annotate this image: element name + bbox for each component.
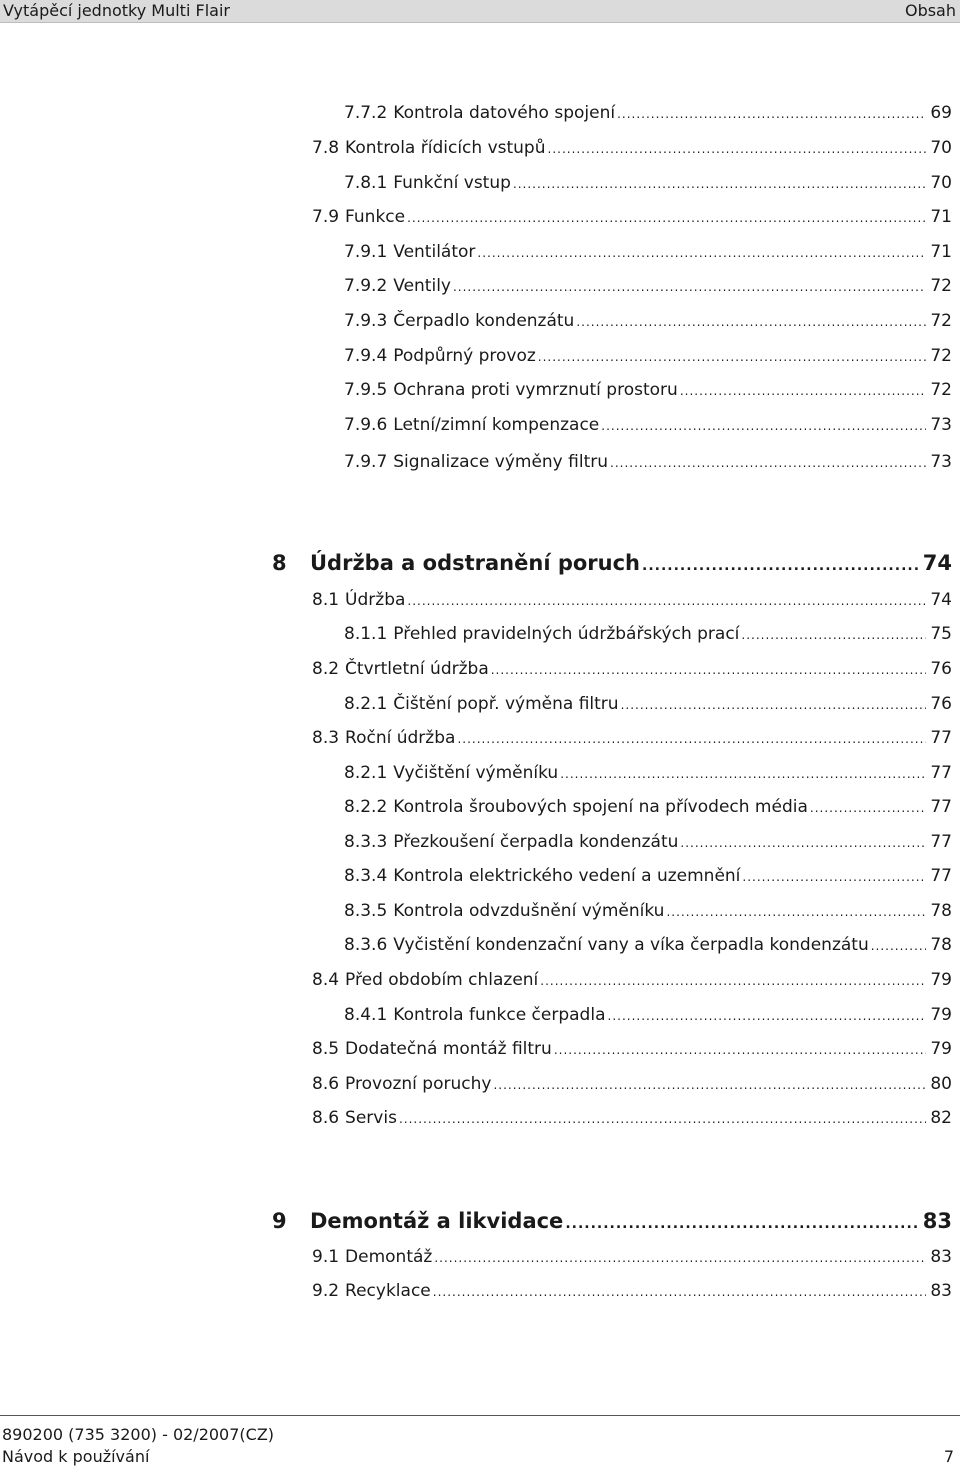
toc-entry[interactable] xyxy=(344,761,952,785)
toc-chapter-entry[interactable] xyxy=(272,1206,952,1236)
toc-entry-page: 70 xyxy=(930,173,952,193)
toc-leader xyxy=(434,1246,926,1270)
toc-entry-page: 77 xyxy=(930,866,952,886)
toc-leader xyxy=(601,414,926,438)
toc-leader xyxy=(433,1280,927,1304)
toc-leader xyxy=(610,451,926,475)
toc-entry-number: 7.9 xyxy=(312,207,340,227)
toc-entry-number: 8.5 xyxy=(312,1039,340,1059)
toc-leader xyxy=(407,206,926,230)
toc-leader xyxy=(621,693,927,717)
toc-leader xyxy=(513,172,926,196)
toc-chapter-number: 9 xyxy=(272,1209,287,1233)
toc-leader xyxy=(548,137,927,161)
footer-divider xyxy=(0,1415,960,1416)
toc-entry-number: 8.4.1 xyxy=(344,1005,388,1025)
toc-entry-page: 73 xyxy=(930,415,952,435)
footer-doc-code: 890200 (735 3200) - 02/2007(CZ) xyxy=(2,1425,275,1444)
toc-entry-title: Kontrola šroubových spojení na přívodech média xyxy=(393,797,808,817)
toc-entry-page: 72 xyxy=(930,276,952,296)
footer-doc-type: Návod k používání xyxy=(2,1447,150,1466)
toc-entry-number: 8.2.2 xyxy=(344,797,388,817)
toc-entry[interactable] xyxy=(312,1106,952,1130)
toc-entry-page: 83 xyxy=(930,1247,952,1267)
toc-leader xyxy=(554,1038,927,1062)
toc-leader xyxy=(560,762,926,786)
toc-entry-title: Čerpadlo kondenzátu xyxy=(393,311,575,331)
toc-entry-title: Demontáž xyxy=(345,1247,433,1267)
toc-entry-title: Údržba xyxy=(345,590,406,610)
toc-leader xyxy=(680,379,927,403)
toc-entry-title: Kontrola odvzdušnění výměníku xyxy=(393,901,665,921)
toc-entry[interactable] xyxy=(344,101,952,125)
toc-entry-number: 8.4 xyxy=(312,970,340,990)
toc-entry[interactable] xyxy=(312,205,952,229)
toc-entry-title: Signalizace výměny filtru xyxy=(393,452,608,472)
toc-entry[interactable] xyxy=(344,309,952,333)
toc-entry[interactable] xyxy=(344,413,952,437)
toc-entry[interactable] xyxy=(312,726,952,750)
toc-entry-page: 80 xyxy=(930,1074,952,1094)
toc-entry-number: 8.6 xyxy=(312,1074,340,1094)
toc-entry-number: 8.1 xyxy=(312,590,340,610)
toc-entry[interactable] xyxy=(344,171,952,195)
toc-entry-title: Kontrola řídicích vstupů xyxy=(345,138,546,158)
toc-entry-number: 7.9.7 xyxy=(344,452,388,472)
toc-entry-number: 9.2 xyxy=(312,1281,340,1301)
toc-entry-number: 7.9.4 xyxy=(344,346,388,366)
toc-entry-title: Přezkoušení čerpadla kondenzátu xyxy=(393,832,679,852)
toc-leader xyxy=(538,345,927,369)
toc-entry-title: Servis xyxy=(345,1108,397,1128)
toc-leader xyxy=(453,275,926,299)
toc-entry-title: Kontrola datového spojení xyxy=(393,103,616,123)
toc-entry-page: 76 xyxy=(930,659,952,679)
toc-entry[interactable] xyxy=(344,622,952,646)
toc-chapter-title: Demontáž a likvidace xyxy=(310,1209,564,1233)
toc-entry[interactable] xyxy=(344,1003,952,1027)
toc-entry-page: 77 xyxy=(930,728,952,748)
toc-entry-title: Funkční vstup xyxy=(393,173,511,193)
toc-entry-number: 7.7.2 xyxy=(344,103,388,123)
toc-entry-number: 8.3 xyxy=(312,728,340,748)
toc-chapter-page: 74 xyxy=(922,551,952,575)
toc-chapter-number: 8 xyxy=(272,551,287,575)
header-section: Obsah xyxy=(904,1,956,20)
toc-entry-title: Před obdobím chlazení xyxy=(345,970,539,990)
toc-entry-number: 7.9.1 xyxy=(344,242,388,262)
toc-entry-page: 71 xyxy=(930,242,952,262)
toc-entry-title: Ventilátor xyxy=(393,242,476,262)
toc-entry-title: Dodatečná montáž filtru xyxy=(345,1039,552,1059)
toc-entry-number: 7.9.6 xyxy=(344,415,388,435)
toc-chapter-entry[interactable] xyxy=(272,548,952,578)
footer-page-number: 7 xyxy=(943,1447,954,1466)
toc-entry-title: Podpůrný provoz xyxy=(393,346,536,366)
toc-entry-page: 78 xyxy=(930,935,952,955)
toc-entry-page: 79 xyxy=(930,1039,952,1059)
toc-entry[interactable] xyxy=(344,450,952,474)
header-title: Vytápěcí jednotky Multi Flair xyxy=(3,1,230,20)
toc-entry[interactable] xyxy=(312,1245,952,1269)
toc-entry[interactable] xyxy=(344,899,952,923)
toc-entry-title: Čtvrtletní údržba xyxy=(345,659,489,679)
toc-entry-number: 9.1 xyxy=(312,1247,340,1267)
toc-entry-page: 83 xyxy=(930,1281,952,1301)
toc-entry-title: Přehled pravidelných údržbářských prací xyxy=(393,624,740,644)
toc-leader xyxy=(565,1209,918,1239)
page-header xyxy=(0,0,960,23)
toc-entry-page: 69 xyxy=(930,103,952,123)
toc-entry[interactable] xyxy=(344,795,952,819)
toc-entry-title: Ochrana proti vymrznutí prostoru xyxy=(393,380,678,400)
toc-leader xyxy=(741,623,926,647)
toc-chapter-page: 83 xyxy=(922,1209,952,1233)
toc-chapter-title: Údržba a odstranění poruch xyxy=(310,551,641,575)
toc-entry[interactable] xyxy=(344,274,952,298)
toc-entry-page: 72 xyxy=(930,346,952,366)
toc-entry[interactable] xyxy=(312,1279,952,1303)
toc-entry-page: 78 xyxy=(930,901,952,921)
toc-entry-number: 8.1.1 xyxy=(344,624,388,644)
toc-entry-title: Provozní poruchy xyxy=(345,1074,492,1094)
toc-leader xyxy=(491,658,927,682)
toc-leader xyxy=(399,1107,926,1131)
toc-entry-page: 70 xyxy=(930,138,952,158)
toc-entry[interactable] xyxy=(312,1037,952,1061)
toc-leader xyxy=(680,831,926,855)
toc-entry[interactable] xyxy=(344,864,952,888)
toc-entry-title: Ventily xyxy=(393,276,451,296)
toc-entry-number: 7.8 xyxy=(312,138,340,158)
toc-entry-number: 8.3.4 xyxy=(344,866,388,886)
toc-entry-number: 8.2.1 xyxy=(344,694,388,714)
toc-entry[interactable] xyxy=(344,378,952,402)
toc-entry-page: 77 xyxy=(930,832,952,852)
toc-entry-number: 8.3.5 xyxy=(344,901,388,921)
toc-entry[interactable] xyxy=(312,588,952,612)
toc-entry[interactable] xyxy=(312,968,952,992)
toc-entry-page: 72 xyxy=(930,380,952,400)
toc-entry-page: 72 xyxy=(930,311,952,331)
toc-entry-page: 73 xyxy=(930,452,952,472)
toc-entry-number: 7.9.3 xyxy=(344,311,388,331)
toc-entry[interactable] xyxy=(344,240,952,264)
toc-leader xyxy=(493,1073,926,1097)
toc-entry[interactable] xyxy=(312,136,952,160)
toc-leader xyxy=(617,102,926,126)
toc-entry-number: 8.2.1 xyxy=(344,763,388,783)
toc-entry-number: 7.9.5 xyxy=(344,380,388,400)
toc-entry-number: 8.3.6 xyxy=(344,935,388,955)
toc-entry-title: Letní/zimní kompenzace xyxy=(393,415,600,435)
toc-leader xyxy=(642,551,919,581)
toc-leader xyxy=(871,934,927,958)
toc-entry-title: Vyčištění výměníku xyxy=(393,763,559,783)
toc-leader xyxy=(576,310,926,334)
toc-leader xyxy=(742,865,926,889)
toc-entry[interactable] xyxy=(312,1072,952,1096)
toc-entry[interactable] xyxy=(344,692,952,716)
toc-entry[interactable] xyxy=(344,830,952,854)
toc-entry[interactable] xyxy=(344,933,952,957)
toc-leader xyxy=(810,796,926,820)
toc-entry-title: Vyčistění kondenzační vany a víka čerpadla kondenzátu xyxy=(393,935,869,955)
toc-entry[interactable] xyxy=(344,344,952,368)
toc-entry-number: 8.6 xyxy=(312,1108,340,1128)
toc-entry-title: Kontrola funkce čerpadla xyxy=(393,1005,606,1025)
toc-entry-page: 71 xyxy=(930,207,952,227)
toc-entry[interactable] xyxy=(312,657,952,681)
toc-leader xyxy=(540,969,926,993)
toc-leader xyxy=(666,900,926,924)
toc-entry-number: 7.9.2 xyxy=(344,276,388,296)
toc-leader xyxy=(457,727,926,751)
toc-entry-page: 79 xyxy=(930,1005,952,1025)
toc-entry-title: Funkce xyxy=(345,207,406,227)
toc-entry-page: 74 xyxy=(930,590,952,610)
toc-entry-number: 7.8.1 xyxy=(344,173,388,193)
toc-entry-page: 77 xyxy=(930,797,952,817)
toc-entry-title: Kontrola elektrického vedení a uzemnění xyxy=(393,866,741,886)
toc-entry-number: 8.2 xyxy=(312,659,340,679)
toc-entry-title: Roční údržba xyxy=(345,728,456,748)
toc-entry-page: 77 xyxy=(930,763,952,783)
toc-entry-number: 8.3.3 xyxy=(344,832,388,852)
toc-leader xyxy=(608,1004,927,1028)
toc-entry-page: 79 xyxy=(930,970,952,990)
toc-entry-page: 76 xyxy=(930,694,952,714)
toc-entry-page: 82 xyxy=(930,1108,952,1128)
toc-entry-title: Čištění popř. výměna filtru xyxy=(393,694,619,714)
toc-entry-page: 75 xyxy=(930,624,952,644)
toc-leader xyxy=(477,241,926,265)
toc-entry-title: Recyklace xyxy=(345,1281,431,1301)
toc-leader xyxy=(407,589,926,613)
